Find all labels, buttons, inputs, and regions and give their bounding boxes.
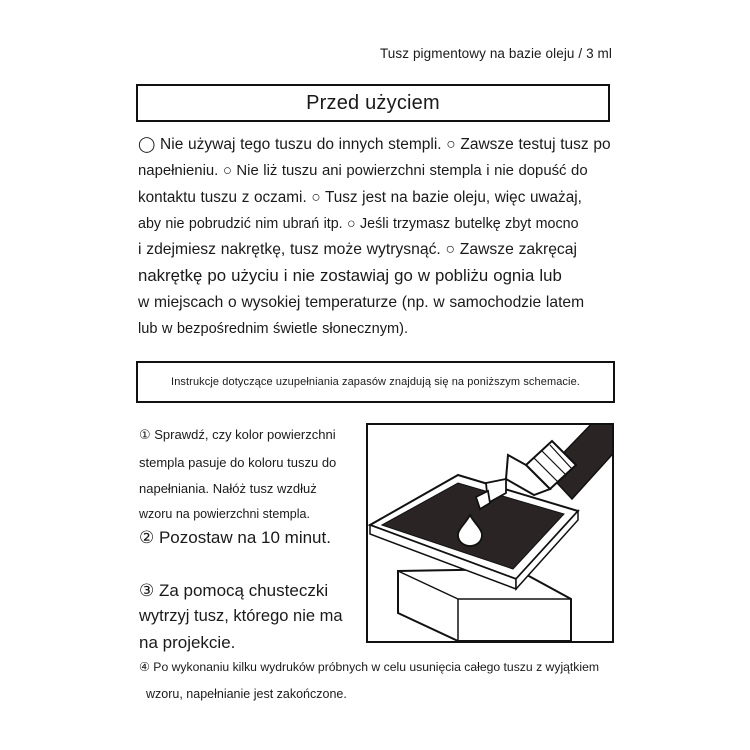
ink-bottle-refilling-stamp-icon bbox=[366, 423, 614, 643]
warning-title-box bbox=[136, 84, 610, 122]
instructions-intro: Instrukcje dotyczące uzupełniania zapasów znajdują się na poniższym schemacie. bbox=[171, 376, 580, 388]
step-1-line: wzoru na powierzchni stempla. bbox=[139, 507, 310, 521]
warning-text bbox=[138, 132, 618, 342]
instructions-intro-box bbox=[136, 361, 615, 403]
step-3-line: na projekcie. bbox=[139, 633, 236, 652]
warning-line: nakrętkę po użyciu i nie zostawiaj go w pobliżu ognia lub bbox=[138, 266, 562, 286]
warning-line: napełnieniu. ○ Nie liż tuszu ani powierzchni stempla i nie dopuść do bbox=[138, 163, 588, 180]
step-1-line: ① Sprawdź, czy kolor powierzchni bbox=[139, 427, 336, 442]
step-1-line: napełniania. Nałóż tusz wzdłuż bbox=[139, 481, 317, 496]
warning-line: w miejscach o wysokiej temperaturze (np. w samochodzie latem bbox=[138, 293, 585, 311]
step-3-line: wytrzyj tusz, którego nie ma bbox=[139, 607, 343, 625]
step-1-line: stempla pasuje do koloru tuszu do bbox=[139, 455, 337, 470]
warning-line: ◯ Nie używaj tego tuszu do innych stempli. ○ Zawsze testuj tusz po bbox=[138, 136, 611, 153]
step-4-line: wzoru, napełnianie jest zakończone. bbox=[146, 687, 347, 701]
warning-line: lub w bezpośrednim świetle słonecznym). bbox=[138, 321, 409, 338]
ink-refill-illustration bbox=[366, 423, 614, 643]
warning-line: aby nie pobrudzić nim ubrań itp. ○ Jeśli trzymasz butelkę zbyt mocno bbox=[138, 215, 579, 232]
step-3-line: ③ Za pomocą chusteczki bbox=[139, 581, 329, 600]
product-note: Tusz pigmentowy na bazie oleju / 3 ml bbox=[379, 46, 612, 61]
step-2-text: ② Pozostaw na 10 minut. bbox=[139, 528, 331, 547]
warning-title: Przed użyciem bbox=[306, 91, 440, 114]
step-4-line: ④ Po wykonaniu kilku wydruków próbnych w celu usunięcia całego tuszu z wyjątkiem bbox=[139, 660, 600, 674]
warning-line: i zdejmiesz nakrętkę, tusz może wytrysnąć. ○ Zawsze zakręcaj bbox=[138, 241, 577, 259]
warning-line: kontaktu tuszu z oczami. ○ Tusz jest na bazie oleju, więc uważaj, bbox=[138, 188, 582, 206]
